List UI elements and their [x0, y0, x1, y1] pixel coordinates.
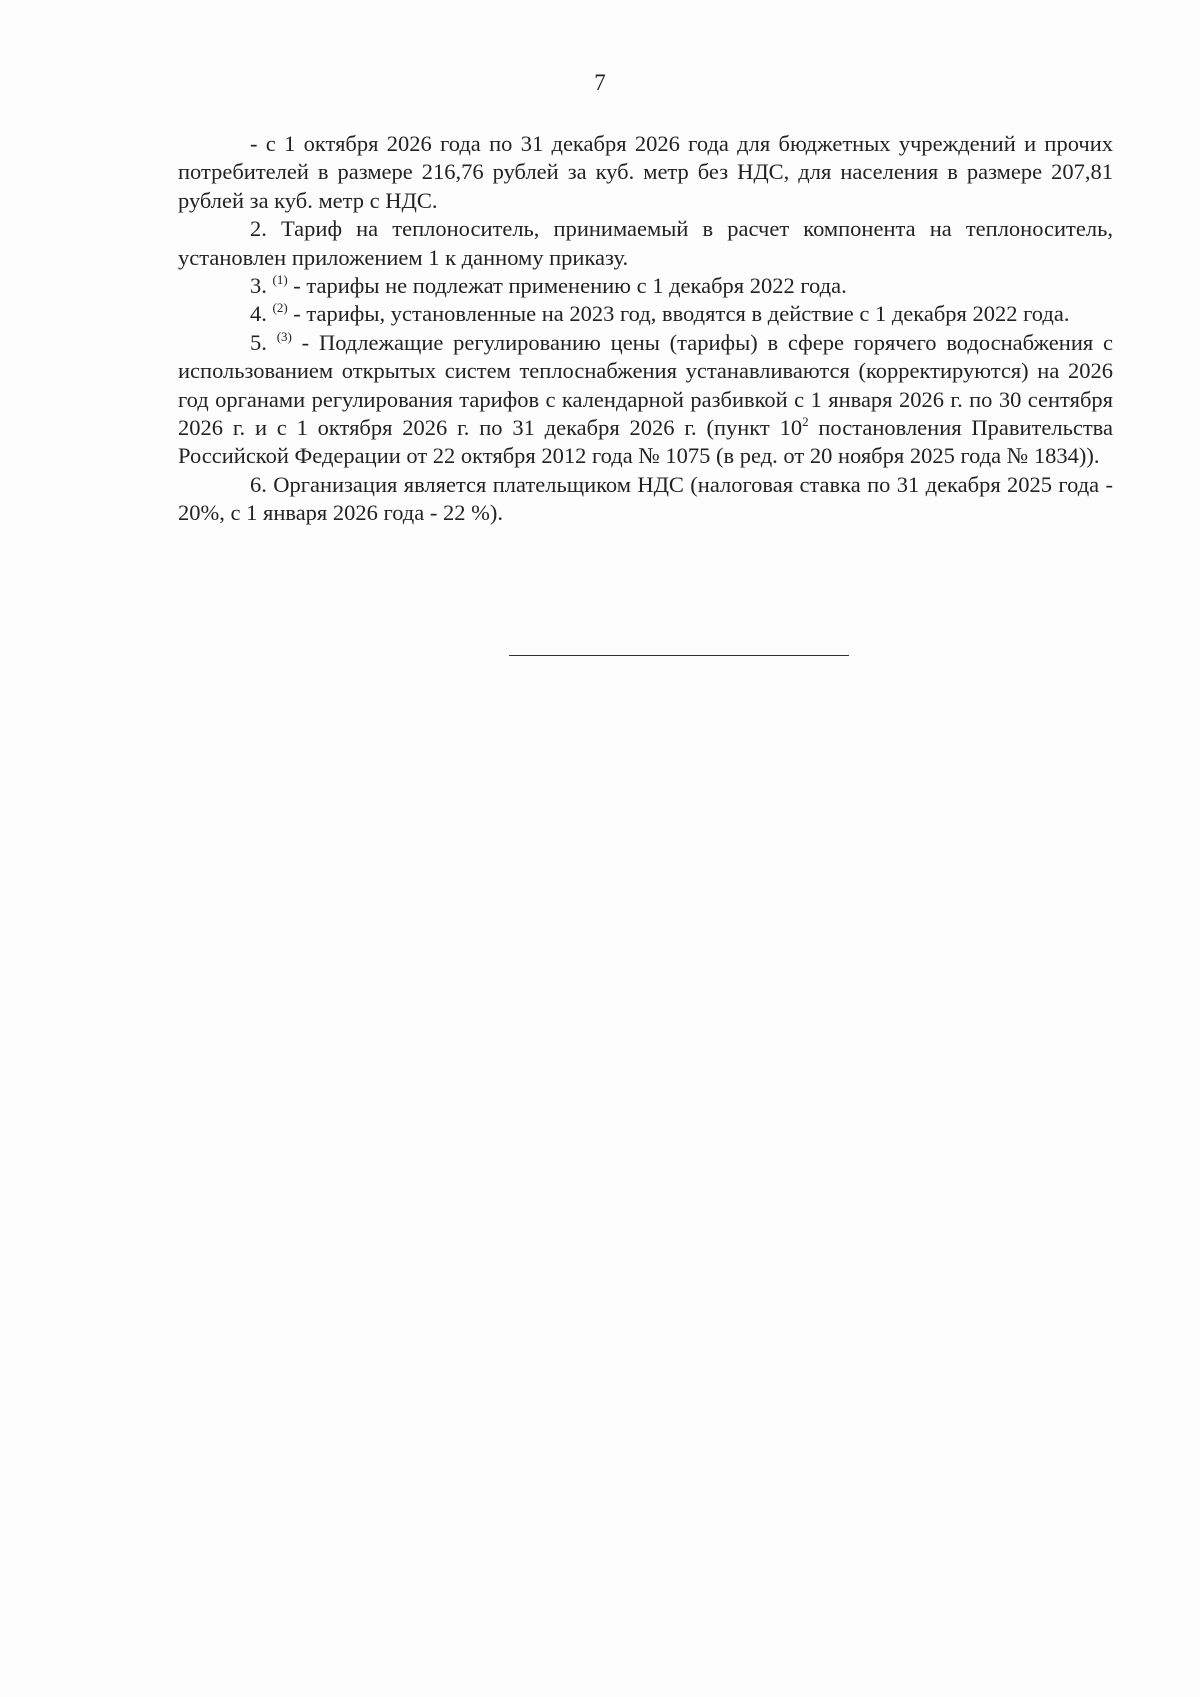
paragraph-4-footnote-2 [178, 300, 1113, 328]
paragraph-tariff-period-oct-dec-2026 [178, 130, 1113, 215]
paragraph-number: 4. [250, 301, 273, 327]
page-number: 7 [594, 70, 606, 95]
paragraph-5-footnote-3 [178, 329, 1113, 471]
paragraph-3-footnote-1 [178, 272, 1113, 300]
paragraph-text: - с 1 октября 2026 года по 31 декабря 2026 года для бюджетных учреждений и прочих потребителей в размере 216,76 рублей за куб. метр без НДС, для населения в размере 207,81 рублей за куб. метр с НДС. [178, 131, 1113, 213]
footnote-marker-1: (1) [272, 272, 288, 288]
paragraph-6-vat-payer [178, 471, 1113, 528]
end-of-document-rule [509, 655, 849, 656]
paragraph-2-coolant-tariff [178, 215, 1113, 272]
paragraph-text: - тарифы, установленные на 2023 год, вводятся в действие с 1 декабря 2022 года. [287, 301, 1070, 327]
paragraph-text: 6. Организация является плательщиком НДС (налоговая ставка по 31 декабря 2025 года - 20%, с 1 января 2026 года - 22 %). [178, 471, 1113, 526]
paragraph-number: 5. [250, 329, 277, 355]
document-body [178, 130, 1113, 528]
paragraph-text: 2. Тариф на теплоноситель, принимаемый в расчет компонента на теплоноситель, установлен приложением 1 к данному приказу. [178, 216, 1113, 270]
footnote-marker-2: (2) [272, 300, 288, 316]
footnote-marker-3: (3) [276, 328, 292, 344]
paragraph-text-continued: постановления Правительства Российской Федерации от 22 октября 2012 года № 1075 (в ред. от 20 ноября 2025 года № 1834)). [178, 415, 1113, 469]
paragraph-text: - тарифы не подлежат применению с 1 декабря 2022 года. [287, 273, 847, 299]
paragraph-text: - Подлежащие регулированию цены (тарифы) в сфере горячего водоснабжения с использованием открытых систем теплоснабжения устанавливаются (корректируются) на 2026 год органами регулирования тарифов с календарной разбивкой с 1 января 2026 г. по 30 сентября 2026 г. и с 1 октября 2026 г. по 31 декабря 2026 г. (пункт 10 [178, 329, 1114, 441]
superscript-exponent: 2 [802, 414, 809, 430]
paragraph-number: 3. [250, 273, 273, 299]
